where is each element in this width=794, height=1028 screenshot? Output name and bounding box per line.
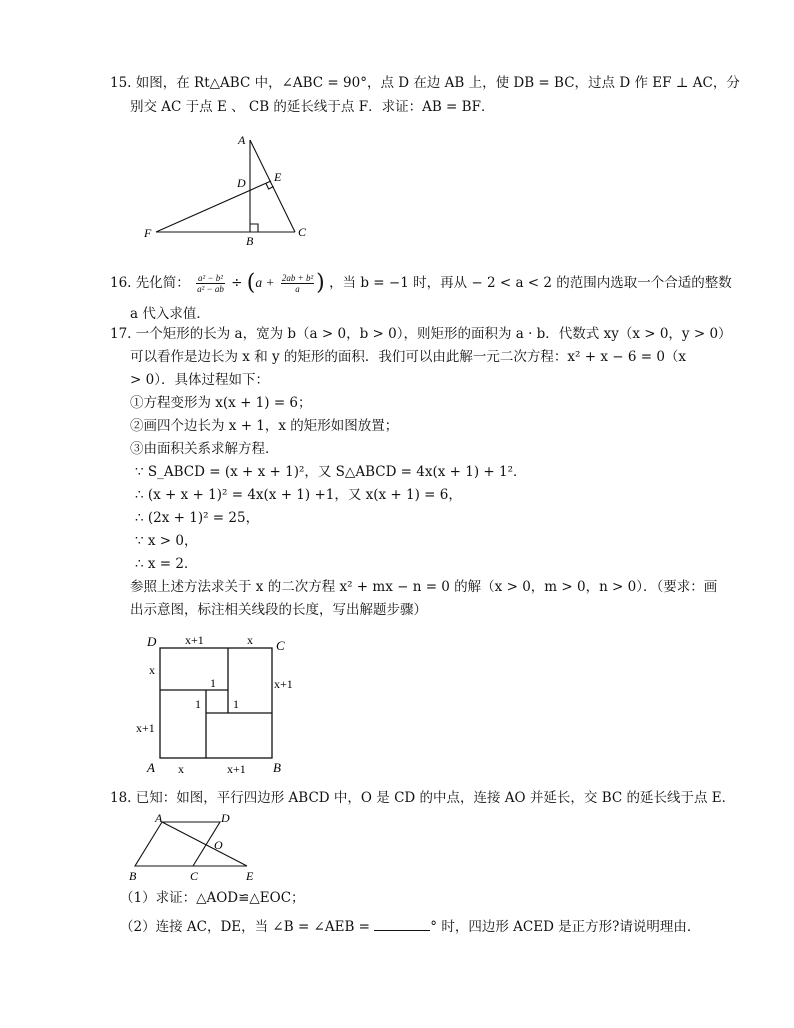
label-a: A: [238, 133, 246, 147]
q17-square-figure: [130, 630, 305, 780]
q17-step1: ①方程变形为 x(x + 1) = 6；: [130, 395, 312, 411]
q18-label-b: B: [129, 869, 137, 883]
q16-paren-close: ): [316, 270, 325, 296]
q18-line1: 18. 已知：如图，平行四边形 ABCD 中，O 是 CD 的中点，连接 AO 并延长，交 BC 的延长线于点 E．: [110, 790, 736, 806]
q16-frac1-num: a² − b²: [197, 273, 223, 283]
label-f: F: [144, 226, 152, 240]
q16-prefix: 16. 先化简：: [110, 275, 190, 291]
q18-label-e: E: [246, 869, 254, 883]
fig-inner-one-top: 1: [210, 676, 216, 690]
q16-frac2-num: 2ab + b²: [281, 273, 314, 283]
fig-right-x-plus-1: x+1: [274, 677, 293, 691]
q15-triangle-figure: [140, 130, 320, 250]
q18-part1: （1）求证：△AOD≌△EOC；: [120, 890, 305, 906]
q18-label-o: O: [214, 838, 223, 852]
label-b: B: [246, 234, 254, 248]
fig-inner-one-left: 1: [195, 697, 201, 711]
fig-left-x: x: [149, 663, 155, 677]
q17-step3: ③由面积关系求解方程．: [130, 441, 279, 457]
q16-paren-open: (: [246, 270, 256, 296]
q17-calc3: ∴ (2x + 1)² = 25，: [135, 510, 260, 526]
fig-label-c: C: [276, 638, 285, 653]
q16-fraction-2: [281, 273, 314, 294]
fig-bottom-x: x: [178, 762, 184, 776]
parallelogram-abcd: [135, 822, 220, 866]
q18-part2-b: ° 时，四边形 ACED 是正方形?请说明理由．: [430, 919, 701, 935]
q15-line1: 15. 如图，在 Rt△ABC 中，∠ABC = 90°，点 D 在边 AB 上，使 DB = BC，过点 D 作 EF ⊥ AC，分: [110, 75, 740, 91]
fig-bottom-x-plus-1: x+1: [227, 762, 246, 776]
q17-calc4: ∵ x > 0，: [135, 533, 198, 549]
q18-label-a: A: [155, 811, 163, 825]
label-c: C: [298, 225, 307, 239]
q16-suffix: ，当 b = −1 时，再从 − 2 < a < 2 的范围内选取一个合适的整数: [329, 275, 732, 291]
segment-ae: [162, 822, 247, 866]
q17-task1: 参照上述方法求关于 x 的二次方程 x² + mx − n = 0 的解（x > 0，m > 0，n > 0）．（要求：画: [130, 579, 718, 595]
fig-left-x-plus-1: x+1: [136, 721, 155, 735]
fig-label-d: D: [147, 634, 157, 649]
q17-line3: > 0）．具体过程如下：: [130, 372, 269, 388]
q17-line1: 17. 一个矩形的长为 a，宽为 b（a > 0，b > 0），则矩形的面积为 a · b．代数式 xy（x > 0，y > 0）: [110, 326, 732, 342]
label-e: E: [274, 170, 282, 184]
q18-part2: [120, 918, 700, 936]
q18-part2-a: （2）连接 AC，DE，当 ∠B = ∠AEB =: [120, 919, 375, 935]
q17-task2: 出示意图，标注相关线段的长度，写出解题步骤）: [130, 602, 427, 618]
fig-label-b: B: [273, 760, 281, 775]
fig-inner-one-right: 1: [233, 697, 239, 711]
segment-ac: [250, 140, 295, 232]
fig-top-x-plus-1: x+1: [185, 633, 204, 647]
label-d: D: [237, 176, 246, 190]
fig-top-x: x: [247, 633, 253, 647]
answer-blank[interactable]: [374, 918, 430, 931]
q18-parallelogram-figure: [125, 810, 275, 890]
q16-fraction-1: [196, 273, 225, 294]
q17-calc5: ∴ x = 2．: [135, 556, 198, 572]
fig-label-a: A: [147, 760, 155, 775]
q16-term-a: a +: [255, 275, 275, 290]
q18-label-c: C: [190, 869, 199, 883]
q16-frac2-den: a: [295, 284, 300, 294]
right-angle-b: [250, 224, 258, 232]
q15-line2: 别交 AC 于点 E 、 CB 的延长线于点 F．求证：AB = BF．: [130, 99, 495, 115]
q16-div: ÷: [231, 275, 243, 291]
q17-line2: 可以看作是边长为 x 和 y 的矩形的面积．我们可以由此解一元二次方程：x² + x − 6 = 0（x: [130, 349, 687, 365]
q16-line1: [110, 268, 732, 298]
outer-square-abcd: [160, 648, 272, 758]
q17-calc2: ∴ (x + x + 1)² = 4x(x + 1) +1，又 x(x + 1) = 6，: [135, 487, 462, 503]
q16-line2: a 代入求值．: [130, 306, 210, 322]
q17-step2: ②画四个边长为 x + 1，x 的矩形如图放置；: [130, 418, 399, 434]
q16-frac1-den: a² − ab: [197, 284, 224, 294]
q17-calc1: ∵ S_ABCD = (x + x + 1)²，又 S△ABCD = 4x(x + 1) + 1²．: [135, 464, 527, 480]
q18-label-d: D: [221, 811, 230, 825]
